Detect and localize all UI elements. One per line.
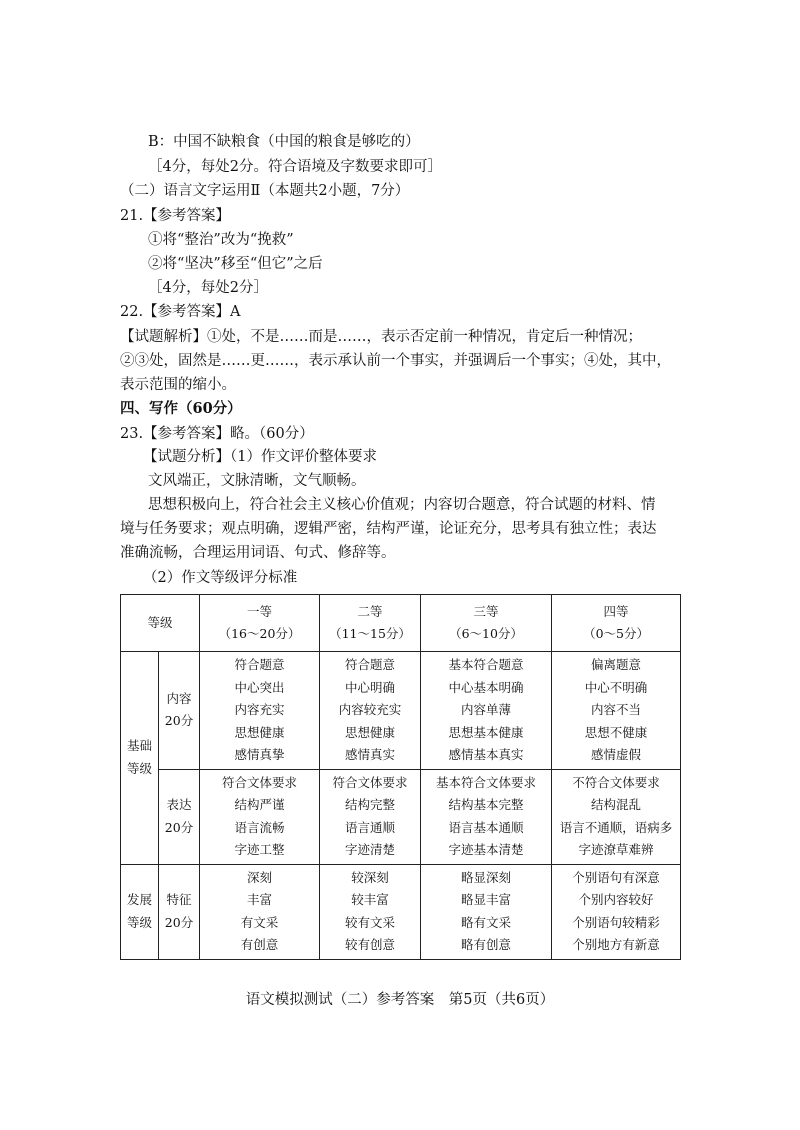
- q22-analysis: 【试题解析】①处，不是……而是……，表示否定前一种情况，肯定后一种情况；: [120, 329, 642, 345]
- feature-criteria-cell: 个别语句有深意 个别内容较好 个别语句较精彩 个别地方有新意: [552, 864, 681, 959]
- basic-grade-label: 基础 等级: [121, 652, 159, 865]
- q21-answer-item: ①将“整治”改为“挽救”: [148, 232, 294, 248]
- expression-criteria-cell: 基本符合文体要求 结构基本完整 语言基本通顺 字迹基本清楚: [421, 769, 552, 864]
- q22-analysis: 表示范围的缩小。: [120, 377, 236, 393]
- expression-criteria-cell: 不符合文体要求 结构混乱 语言不通顺，语病多 字迹潦草难辨: [552, 769, 681, 864]
- feature-criteria-cell: 深刻 丰富 有文采 有创意: [200, 864, 320, 959]
- table-header-row: [121, 595, 681, 652]
- q22-analysis: ②③处，固然是……更……，表示承认前一个事实，并强调后一个事实；④处，其中，: [120, 353, 671, 369]
- question-21-answer-label: 21.【参考答案】: [120, 208, 231, 224]
- q21-answer-item: ②将“坚决”移至“但它”之后: [148, 256, 323, 272]
- question-22-answer: 22.【参考答案】A: [120, 304, 241, 320]
- section-heading: （二）语言文字运用Ⅱ（本题共2小题，7分）: [120, 183, 410, 199]
- content-criteria-cell: 基本符合题意 中心基本明确 内容单薄 思想基本健康 感情基本真实: [421, 652, 552, 770]
- table-row: [121, 769, 681, 864]
- level-header: 二等 （11～15分）: [320, 595, 421, 652]
- expression-criteria-cell: 符合文体要求 结构严谨 语言流畅 字迹工整: [200, 769, 320, 864]
- level-header: 四等 （0～5分）: [552, 595, 681, 652]
- section-heading: 四、写作（60分）: [120, 400, 242, 417]
- feature-criteria-cell: 较深刻 较丰富 较有文采 较有创意: [320, 864, 421, 959]
- grading-standard-title: （2）作文等级评分标准: [143, 570, 298, 586]
- b-answer: B：中国不缺粮食（中国的粮食是够吃的）: [148, 134, 420, 150]
- content-label: 内容 20分: [159, 652, 200, 770]
- feature-label: 特征 20分: [159, 864, 200, 959]
- score-note: ［4分，每处2分。符合语境及字数要求即可］: [148, 159, 442, 175]
- requirement-line: 文风端正，文脉清晰，文气顺畅。: [148, 473, 366, 489]
- development-grade-label: 发展 等级: [121, 864, 159, 959]
- expression-label: 表达 20分: [159, 769, 200, 864]
- feature-criteria-cell: 略显深刻 略显丰富 略有文采 略有创意: [421, 864, 552, 959]
- score-note: ［4分，每处2分］: [148, 280, 268, 296]
- question-23-answer: 23.【参考答案】略。（60分）: [120, 426, 314, 442]
- expression-criteria-cell: 符合文体要求 结构完整 语言通顺 字迹清楚: [320, 769, 421, 864]
- grade-header-cell: 等级: [121, 595, 200, 652]
- grading-table: [120, 594, 681, 960]
- q23-analysis: 【试题分析】（1）作文评价整体要求: [143, 449, 377, 465]
- level-header: 一等 （16～20分）: [200, 595, 320, 652]
- table-row: [121, 864, 681, 959]
- requirement-line: 思想积极向上，符合社会主义核心价值观；内容切合题意，符合试题的材料、情: [148, 497, 656, 513]
- page-footer: 语文模拟测试（二）参考答案 第5页（共6页）: [245, 992, 555, 1008]
- table-row: [121, 652, 681, 770]
- requirement-line: 境与任务要求；观点明确，逻辑严密，结构严谨，论证充分，思考具有独立性；表达: [120, 521, 657, 537]
- content-criteria-cell: 偏离题意 中心不明确 内容不当 思想不健康 感情虚假: [552, 652, 681, 770]
- level-header: 三等 （6～10分）: [421, 595, 552, 652]
- content-criteria-cell: 符合题意 中心明确 内容较充实 思想健康 感情真实: [320, 652, 421, 770]
- content-criteria-cell: 符合题意 中心突出 内容充实 思想健康 感情真挚: [200, 652, 320, 770]
- requirement-line: 准确流畅，合理运用词语、句式、修辞等。: [120, 545, 396, 561]
